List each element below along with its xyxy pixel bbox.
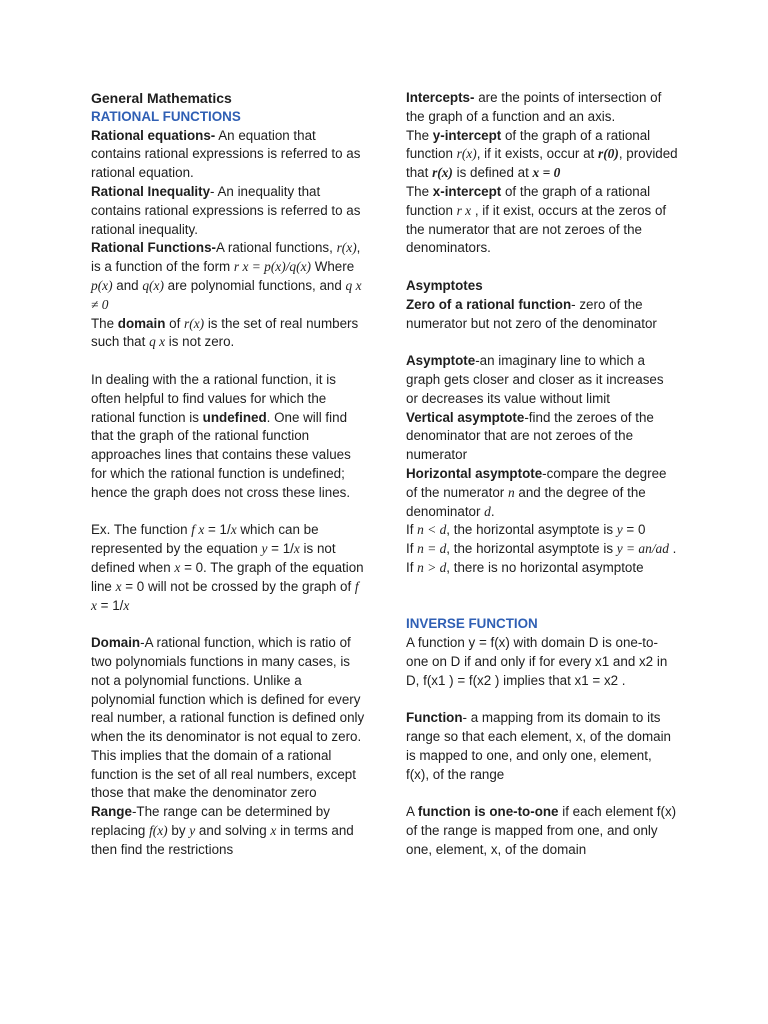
term-asymptote: Asymptote [406, 353, 476, 369]
term-rational-functions: Rational Functions- [91, 240, 216, 256]
intercepts-paragraph: Intercepts- are the points of intersection of the graph of a function and an axis. [406, 90, 662, 124]
term-rational-equations: Rational equations- [91, 127, 216, 143]
asymptotes-heading: Asymptotes [406, 277, 483, 293]
term-x-intercept: x-intercept [432, 183, 502, 199]
rational-equations-paragraph: Rational equations- An equation that contains rational expressions is referred to as rational equation. [91, 127, 361, 181]
zero-rational-function-paragraph: Zero of a rational function- zero of the numerator but not zero of the denominator [406, 296, 657, 331]
range-paragraph: Range-The range can be determined by replacing f(x) by y and solving x in terms and then find the restrictions [91, 804, 354, 857]
document-title: General Mathematics [91, 90, 232, 106]
example-paragraph: Ex. The function f x = 1/x which can be represented by the equation y = 1/x is not defined when x = 0. The graph of the equation line x = 0 will not be crossed by the graph of f x = 1/x [91, 522, 364, 613]
case-n-less-than-d: If n < d, the horizontal asymptote is y = 0 [406, 522, 646, 538]
term-horizontal-asymptote: Horizontal asymptote [406, 465, 543, 481]
undefined-paragraph: In dealing with the a rational function, it is often helpful to find values for which the rational function is undefined. One will find that the graph of the rational function approaches lines that contains these values for which the rational function is undefined; hence the graph does not cross these lines. [91, 371, 351, 500]
asymptote-paragraph: Asymptote-an imaginary line to which a graph gets closer and closer as it increases or decreases its value without limit [406, 353, 664, 406]
term-zero-rational-function: Zero of a rational function [406, 296, 572, 312]
case-n-equals-d: If n = d, the horizontal asymptote is y = an/ad . [406, 541, 677, 557]
term-y-intercept: y-intercept [432, 127, 502, 143]
term-function: Function [406, 710, 463, 726]
one-to-one-paragraph: A function is one-to-one if each element f(x) of the range is mapped from one, and only one, element, x, of the domain [406, 804, 677, 857]
left-column [91, 89, 366, 860]
domain-definition-paragraph: The domain of r(x) is the set of real numbers such that q x is not zero. [91, 315, 359, 350]
term-intercepts: Intercepts- [406, 90, 475, 105]
term-domain-heading: Domain [91, 635, 141, 651]
term-domain: domain [117, 315, 166, 331]
term-range: Range [91, 804, 132, 820]
inverse-definition-paragraph: A function y = f(x) with domain D is one-to-one on D if and only if for every x1 and x2 in D, f(x1 ) = f(x2 ) implies that x1 = x2 . [406, 635, 668, 688]
rational-functions-paragraph: Rational Functions-A rational functions, r(x), is a function of the form r x = p(x)/q(x) Where p(x) and q(x) are polynomial functions, and q x ≠ 0 [91, 240, 362, 312]
domain-paragraph: Domain-A rational function, which is ratio of two polynomials functions in many cases, is not a polynomial functions. Unlike a polynomial function which is defined for every real number, a rational function is defined only when the its denominator is not equal to zero. This implies that the domain of a rational function is the set of all real numbers, except those that make the denominator zero [91, 635, 365, 801]
section-heading-inverse-function: INVERSE FUNCTION [406, 616, 538, 632]
function-definition-paragraph: Function- a mapping from its domain to its range so that each element, x, of the domain is mapped to one, and only one, element, f(x), of the range [406, 710, 672, 782]
case-n-greater-than-d: If n > d, there is no horizontal asymptote [406, 559, 644, 575]
term-undefined: undefined [202, 409, 267, 425]
rational-inequality-paragraph: Rational Inequality- An inequality that contains rational expressions is referred to as rational inequality. [91, 183, 361, 237]
term-rational-inequality: Rational Inequality [91, 183, 211, 199]
vertical-asymptote-paragraph: Vertical asymptote-find the zeroes of the denominator that are not zeroes of the numerator [406, 409, 654, 463]
term-function-is-one-to-one: function is one-to-one [417, 804, 559, 820]
x-intercept-paragraph: The x-intercept of the graph of a rational function r x , if it exist, occurs at the zeros of the numerator that are not zeroes of the denominators. [406, 183, 667, 256]
term-vertical-asymptote: Vertical asymptote [406, 409, 525, 425]
y-intercept-paragraph: The y-intercept of the graph of a rational function r(x), if it exists, occur at r(0), provided that r(x) is defined at x = 0 [406, 127, 678, 181]
section-heading-rational-functions: RATIONAL FUNCTIONS [91, 108, 241, 124]
right-column [406, 89, 678, 860]
horizontal-asymptote-paragraph: Horizontal asymptote-compare the degree of the numerator n and the degree of the denominator d. [406, 465, 667, 519]
